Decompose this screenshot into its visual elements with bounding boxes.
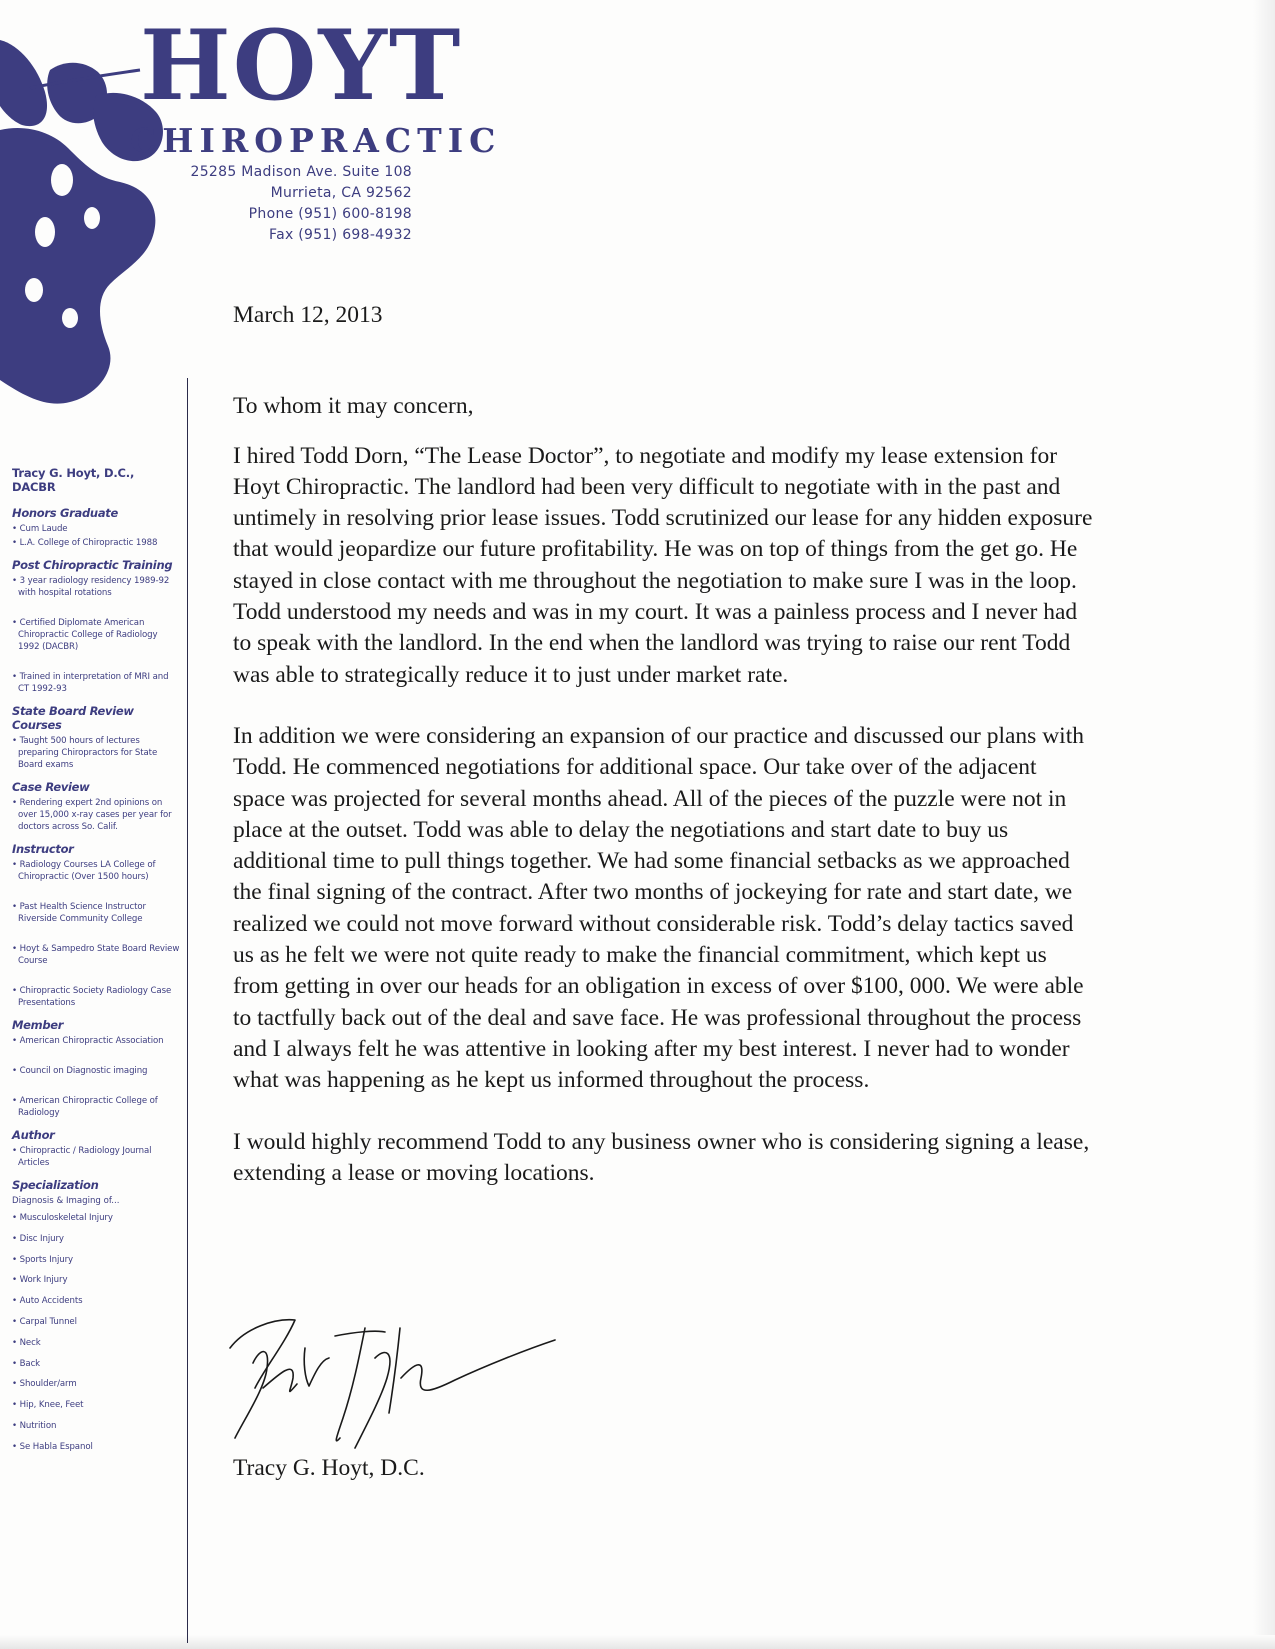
section-heading: Member <box>12 1018 64 1032</box>
letter-paragraph: I hired Todd Dorn, “The Lease Doctor”, to negotiate and modify my lease extension for Hoyt Chiropractic. The landlord had been very difficult to negotiate with in the past and untimely in resolving prior lease issues. Todd scrutinized our lease for any hidden exposure that would jeopardize our future profitability. He was on top of things from the get go. He stayed in close contact with me throughout the negotiation to make sure I was in the loop. Todd understood my needs and was in my court. It was a painless process and I never had to speak with the landlord. In the end when the landlord was trying to raise our rent Todd was able to strategically reduce it to just under market rate. <box>233 442 1093 688</box>
credential-item: • Chiropractic Society Radiology Case Presentations <box>12 986 172 1008</box>
section-heading: Case Review <box>12 780 90 794</box>
credential-item: • Certified Diplomate American Chiropractic College of Radiology 1992 (DACBR) <box>12 618 158 652</box>
credential-item: • Trained in interpretation of MRI and CT 1992-93 <box>12 672 169 694</box>
brand-tagline: CHIROPRACTIC <box>130 121 502 160</box>
specialization-item: • Auto Accidents <box>12 1296 83 1307</box>
letter-paragraph: I would highly recommend Todd to any business owner who is considering signing a lease, extending a lease or moving locations. <box>233 1128 1090 1186</box>
credential-item: • Hoyt & Sampedro State Board Review Course <box>12 944 180 966</box>
credential-item: • American Chiropractic College of Radiology <box>12 1096 158 1118</box>
credential-item: • American Chiropractic Association <box>12 1036 164 1046</box>
credential-item: • Cum Laude <box>12 524 68 534</box>
credential-item: • Taught 500 hours of lectures preparing Chiropractors for State Board exams <box>12 736 158 770</box>
credential-item: • Rendering expert 2nd opinions on over 15,000 x-ray cases per year for doctors across So. Calif. <box>12 798 172 832</box>
page-bottom-shadow <box>0 1635 1275 1649</box>
page-edge-shadow <box>1253 0 1275 1649</box>
credential-item: • Council on Diagnostic imaging <box>12 1066 148 1076</box>
signature-name: Tracy G. Hoyt, D.C. <box>233 1455 425 1481</box>
specialization-item: • Nutrition <box>12 1420 57 1431</box>
letter-body <box>233 300 1093 1219</box>
credential-item: • 3 year radiology residency 1989-92 with hospital rotations <box>12 576 170 598</box>
credential-item: • L.A. College of Chiropractic 1988 <box>12 538 158 548</box>
specialization-item: • Work Injury <box>12 1275 68 1286</box>
credential-item: • Past Health Science Instructor Riverside Community College <box>12 902 146 924</box>
credentials-sidebar <box>12 466 180 1462</box>
specialization-item: • Hip, Knee, Feet <box>12 1400 84 1411</box>
address-city: Murrieta, CA 92562 <box>270 185 412 201</box>
address-phone: Phone (951) 600-8198 <box>248 206 412 222</box>
section-heading: Author <box>12 1128 55 1142</box>
specialization-subheading: Diagnosis & Imaging of... <box>12 1196 120 1206</box>
address-fax: Fax (951) 698-4932 <box>269 227 412 243</box>
handwritten-signature <box>225 1318 565 1458</box>
section-heading: Honors Graduate <box>12 506 118 520</box>
sidebar-divider <box>187 378 188 1643</box>
specialization-item: • Disc Injury <box>12 1233 64 1244</box>
section-heading: Post Chiropractic Training <box>12 558 173 572</box>
section-heading: State Board Review Courses <box>12 704 134 732</box>
credential-item: • Chiropractic / Radiology Journal Articles <box>12 1146 152 1168</box>
specialization-item: • Carpal Tunnel <box>12 1316 77 1327</box>
specialization-item: • Shoulder/arm <box>12 1379 77 1390</box>
letter-greeting: To whom it may concern, <box>233 393 474 420</box>
letterhead-address <box>150 162 412 246</box>
section-heading: Instructor <box>12 842 74 856</box>
letter-paragraph: In addition we were considering an expansion of our practice and discussed our plans with Todd. He commenced negotiations for additional space. Our take over of the adjacent space was projected for several months ahead. All of the pieces of the puzzle were not in place at the outset. Todd was able to delay the negotiations and start date to buy us additional time to pull things together. We had some financial setbacks as we approached the final signing of the contract. After two months of jockeying for rate and start date, we realized we could not move forward without considerable risk. Todd’s delay tactics saved us as he felt we were not quite ready to make the financial commitment, which kept us from getting in over our heads for an obligation in excess of over $100, 000. We were able to tactfully back out of the deal and save face. He was professional throughout the process and I always felt he was attentive in looking after my best interest. I never had to wonder what was happening as he kept us informed throughout the process. <box>233 722 1084 1094</box>
credential-item: • Radiology Courses LA College of Chiropractic (Over 1500 hours) <box>12 860 156 882</box>
specialization-item: • Neck <box>12 1337 41 1348</box>
specialization-item: • Musculoskeletal Injury <box>12 1213 113 1223</box>
section-heading: Specialization <box>12 1178 99 1192</box>
address-street: 25285 Madison Ave. Suite 108 <box>190 164 412 180</box>
specialization-item: • Sports Injury <box>12 1254 74 1265</box>
letter-date: March 12, 2013 <box>233 302 383 328</box>
specialization-item: • Back <box>12 1358 41 1369</box>
brand-name: HOYT <box>140 9 463 122</box>
doctor-credential-name: Tracy G. Hoyt, D.C., DACBR <box>12 466 135 494</box>
specialization-item: • Se Habla Espanol <box>12 1441 93 1452</box>
